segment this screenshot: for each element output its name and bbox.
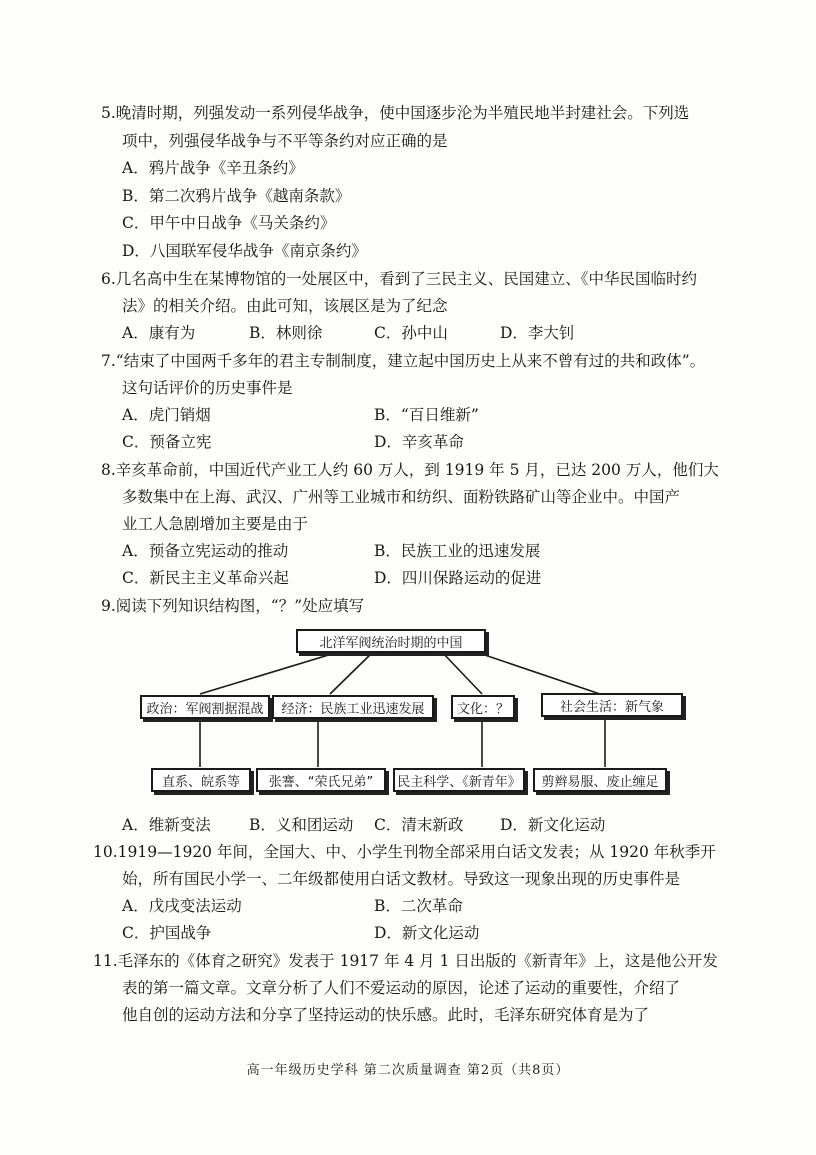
q9-stem-line1: 9.阅读下列知识结构图，“？”处应填写	[101, 597, 365, 615]
q5-stem-line2: 项中，列强侵华战争与不平等条约对应正确的是	[122, 132, 448, 150]
q5-option-c: C．甲午中日战争《马关条约》	[122, 214, 336, 232]
q10-stem-line2: 始，所有国民小学一、二年级都使用白话文教材。导致这一现象出现的历史事件是	[122, 870, 681, 888]
q7-option-a: A．虎门销烟	[122, 406, 211, 424]
q5-option-d: D．八国联军侵华战争《南京条约》	[122, 242, 367, 260]
q8-option-c: C．新民主主义革命兴起	[122, 569, 289, 587]
q10-option-a: A．戊戌变法运动	[122, 897, 242, 915]
diagram-detail-society: 剪辫易服、废止缠足	[533, 768, 667, 792]
q8-option-d: D．四川保路运动的促进	[374, 569, 542, 587]
q11-stem-line2: 表的第一篇文章。文章分析了人们不爱运动的原因，论述了运动的重要性，介绍了	[122, 979, 681, 997]
diagram-detail-economy: 张謇、“荣氏兄弟”	[256, 768, 386, 792]
q9-option-d: D．新文化运动	[500, 816, 606, 834]
q9-option-c: C．清末新政	[374, 816, 464, 834]
q7-option-c: C．预备立宪	[122, 433, 212, 451]
q6-option-b: B．林则徐	[249, 324, 323, 342]
q5-option-b: B．第二次鸦片战争《越南条款》	[122, 187, 351, 205]
q10-option-b: B．二次革命	[374, 897, 463, 915]
q8-stem-line2: 多数集中在上海、武汉、广州等工业城市和纺织、面粉铁路矿山等企业中。中国产	[122, 488, 681, 506]
connector-root-politics	[200, 650, 345, 694]
q6-option-d: D．李大钊	[500, 324, 575, 342]
diagram-detail-politics: 直系、皖系等	[151, 768, 251, 792]
q6-stem-line2: 法》的相关介绍。由此可知，该展区是为了纪念	[122, 297, 448, 315]
q7-option-b: B．“百日维新”	[374, 406, 479, 424]
q7-option-d: D．辛亥革命	[374, 433, 464, 451]
q11-stem-line1: 11.毛泽东的《体育之研究》发表于 1917 年 4 月 1 日出版的《新青年》上，这是他公开发	[93, 952, 718, 970]
q8-stem-line3: 业工人急剧增加主要是由于	[122, 515, 309, 533]
q9-option-a: A．维新变法	[122, 816, 211, 834]
q10-option-d: D．新文化运动	[374, 924, 480, 942]
q6-option-c: C．孙中山	[374, 324, 448, 342]
diagram-node-culture: 文化：？	[451, 695, 515, 719]
q5-stem-line1: 5.晚清时期，列强发动一系列侵华战争，使中国逐步沦为半殖民地半封建社会。下列选	[101, 104, 690, 122]
connector-root-society	[470, 650, 600, 694]
q6-option-a: A．康有为	[122, 324, 196, 342]
q7-stem-line2: 这句话评价的历史事件是	[122, 379, 293, 397]
connector-root-culture	[440, 650, 482, 694]
diagram-root-node: 北洋军阀统治时期的中国	[296, 629, 486, 653]
page-footer: 高一年级历史学科 第二次质量调查 第2页（共8页）	[246, 1063, 570, 1078]
diagram-node-economy: 经济：民族工业迅速发展	[272, 695, 434, 719]
q8-option-a: A．预备立宪运动的推动	[122, 542, 289, 560]
connector-root-economy	[330, 650, 375, 694]
q9-option-b: B．义和团运动	[249, 816, 354, 834]
q8-option-b: B．民族工业的迅速发展	[374, 542, 541, 560]
q7-stem-line1: 7.“结束了中国两千多年的君主专制制度，建立起中国历史上从来不曾有过的共和政体”。	[101, 352, 706, 370]
q5-option-a: A．鸦片战争《辛丑条约》	[122, 159, 304, 177]
q11-stem-line3: 他自创的运动方法和分享了坚持运动的快乐感。此时，毛泽东研究体育是为了	[122, 1006, 650, 1024]
q8-stem-line1: 8.辛亥革命前，中国近代产业工人约 60 万人，到 1919 年 5 月，已达 200 万人，他们大	[101, 461, 719, 479]
q10-option-c: C．护国战争	[122, 924, 212, 942]
q10-stem-line1: 10.1919—1920 年间，全国大、中、小学生刊物全部采用白话文发表；从 1920 年秋季开	[93, 843, 716, 861]
diagram-node-politics: 政治：军阀割据混战	[140, 695, 270, 719]
diagram-node-society: 社会生活：新气象	[541, 693, 683, 717]
q6-stem-line1: 6.几名高中生在某博物馆的一处展区中，看到了三民主义、民国建立、《中华民国临时约	[101, 270, 698, 288]
diagram-detail-culture: 民主科学、《新青年》	[393, 768, 525, 792]
